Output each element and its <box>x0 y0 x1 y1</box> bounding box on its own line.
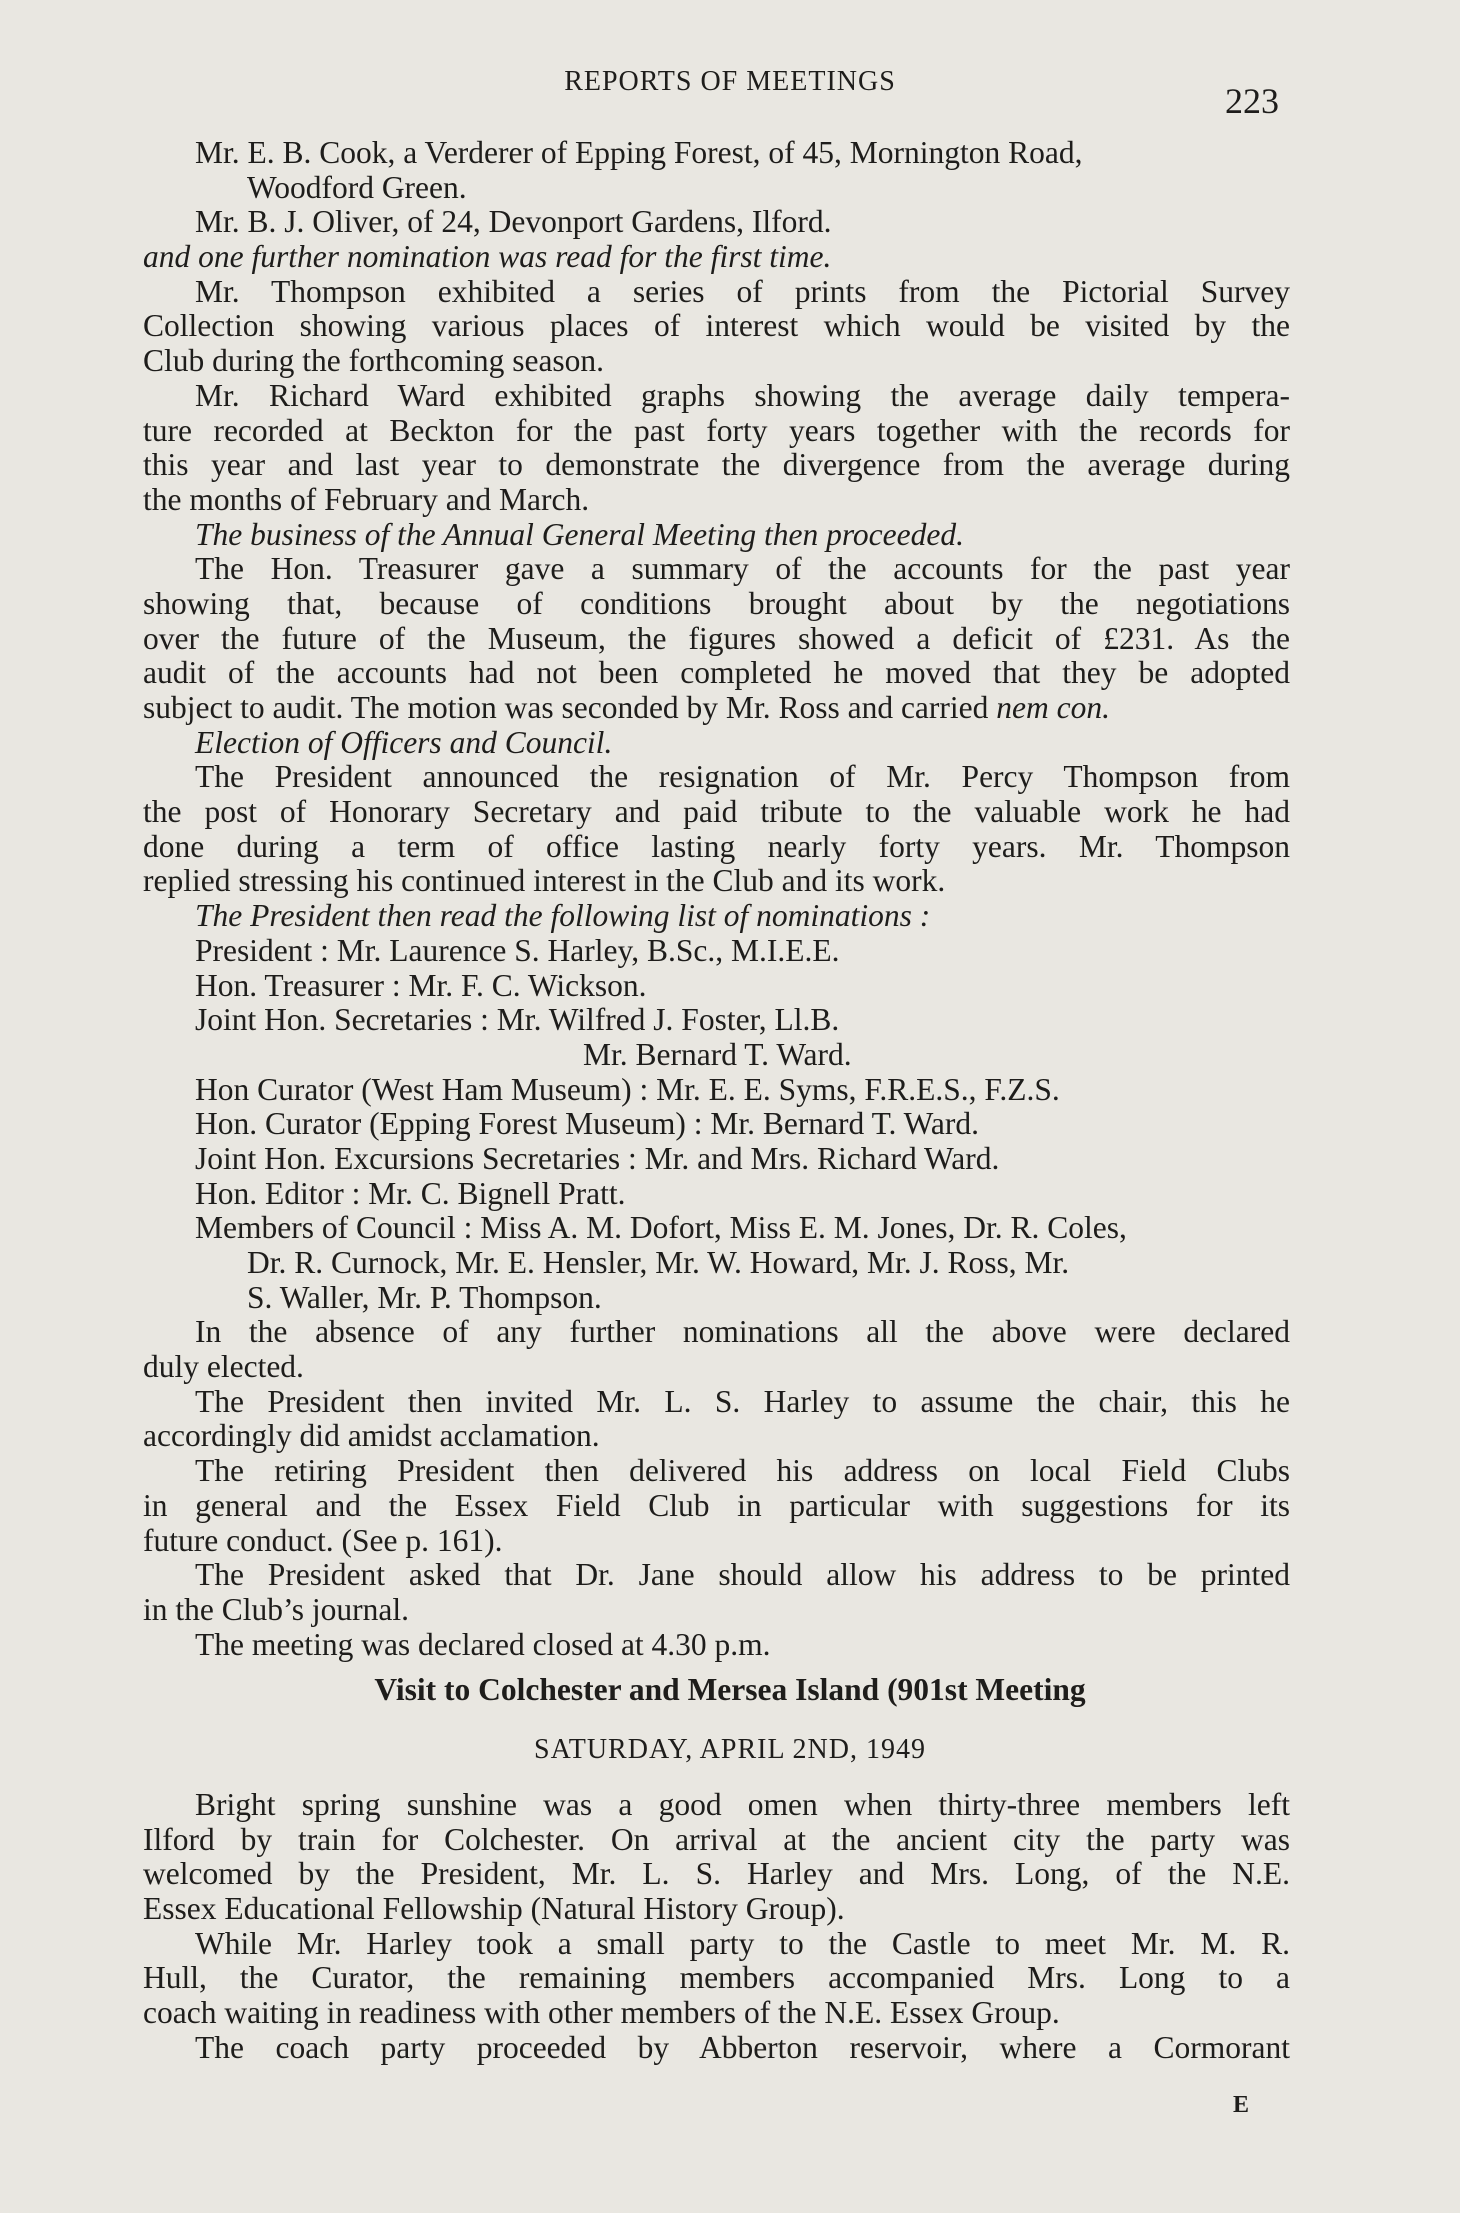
text-line-content: the post of Honorary Secretary and paid tribute to the valuable work he had <box>143 794 1290 830</box>
text-line-content: done during a term of office lasting nearly forty years. Mr. Thompson <box>143 828 1290 864</box>
text-line <box>143 448 1290 483</box>
text-line-content: Collection showing various places of interest which would be visited by the <box>143 308 1290 344</box>
text-line-content: over the future of the Museum, the figures showed a deficit of £231. As the <box>143 620 1290 656</box>
text-line-content: replied stressing his continued interest in the Club and its work. <box>143 863 946 899</box>
text-line <box>143 1246 1290 1281</box>
text-line <box>143 1315 1290 1350</box>
text-line <box>143 969 1290 1004</box>
text-line <box>143 656 1290 691</box>
text-line-content: Hon. Curator (Epping Forest Museum) : Mr. Bernard T. Ward. <box>195 1106 979 1142</box>
text-line-content: Dr. R. Curnock, Mr. E. Hensler, Mr. W. Howard, Mr. J. Ross, Mr. <box>247 1245 1070 1280</box>
text-line <box>143 1857 1290 1892</box>
text-line-content: In the absence of any further nominations all the above were declared <box>195 1314 1290 1350</box>
text-line <box>143 171 1290 206</box>
text-line <box>143 760 1290 795</box>
text-line <box>143 622 1290 657</box>
text-line <box>143 1823 1290 1858</box>
text-line <box>143 899 1290 934</box>
section-date: SATURDAY, APRIL 2ND, 1949 <box>534 1734 926 1765</box>
text-line-content: Mr. Bernard T. Ward. <box>583 1036 852 1072</box>
text-line-content: Essex Educational Fellowship (Natural History Group). <box>143 1891 845 1927</box>
text-line <box>143 1211 1290 1246</box>
signature-mark: E <box>1233 2092 1250 2118</box>
text-line-content: S. Waller, Mr. P. Thompson. <box>247 1279 602 1315</box>
text-line <box>143 1892 1290 1927</box>
text-line-content: Ilford by train for Colchester. On arrival at the ancient city the party was <box>143 1821 1290 1857</box>
text-line-content: accordingly did amidst acclamation. <box>143 1418 600 1454</box>
text-line-content: The meeting was declared closed at 4.30 p.m. <box>195 1626 771 1662</box>
text-line <box>143 864 1290 899</box>
text-line-content: duly elected. <box>143 1349 304 1385</box>
text-line-content: Club during the forthcoming season. <box>143 343 605 379</box>
text-line <box>143 1996 1290 2031</box>
text-line-content: subject to audit. The motion was seconded by Mr. Ross and carried <box>143 690 997 725</box>
text-line <box>143 934 1290 969</box>
text-line-content: Bright spring sunshine was a good omen when thirty-three members left <box>195 1787 1290 1822</box>
text-line-content: The retiring President then delivered his address on local Field Clubs <box>195 1453 1290 1489</box>
text-line <box>143 379 1290 414</box>
text-line-content: the months of February and March. <box>143 481 590 517</box>
page-header <box>0 66 1460 121</box>
text-line-content: Woodford Green. <box>247 169 467 205</box>
running-head: REPORTS OF MEETINGS <box>564 66 896 97</box>
text-line-content: While Mr. Harley took a small party to the Castle to meet Mr. M. R. <box>195 1925 1290 1961</box>
text-line-content: coach waiting in readiness with other members of the N.E. Essex Group. <box>143 1995 1060 2031</box>
text-line <box>143 691 1290 726</box>
text-line <box>143 1961 1290 1996</box>
text-line <box>143 587 1290 622</box>
text-line <box>143 1038 1290 1073</box>
text-line-content: The Hon. Treasurer gave a summary of the accounts for the past year <box>195 551 1290 587</box>
text-line-content: Joint Hon. Excursions Secretaries : Mr. and Mrs. Richard Ward. <box>195 1140 1000 1176</box>
text-line <box>143 1419 1290 1454</box>
text-line-content: in general and the Essex Field Club in particular with suggestions for its <box>143 1487 1290 1523</box>
text-line-content: Hull, the Curator, the remaining members accompanied Mrs. Long to a <box>143 1960 1290 1996</box>
text-line-content: showing that, because of conditions brought about by the negotiations <box>143 585 1290 621</box>
text-line-content: The coach party proceeded by Abberton reservoir, where a Cormorant <box>195 2029 1290 2065</box>
text-line-content: The President then invited Mr. L. S. Harley to assume the chair, this he <box>195 1383 1290 1419</box>
text-line-content: Hon. Editor : Mr. C. Bignell Pratt. <box>195 1175 626 1211</box>
text-line <box>143 1489 1290 1524</box>
text-line-content: Hon. Treasurer : Mr. F. C. Wickson. <box>195 967 647 1003</box>
text-line-content: and one further nomination was read for the first time. <box>143 239 832 275</box>
text-line <box>143 1142 1290 1177</box>
text-line <box>143 2031 1290 2066</box>
text-line <box>143 1788 1290 1823</box>
visit-report-body <box>143 1788 1290 2066</box>
text-line <box>143 309 1290 344</box>
text-line-content: Mr. E. B. Cook, a Verderer of Epping Forest, of 45, Mornington Road, <box>195 135 1083 170</box>
text-line <box>143 275 1290 310</box>
text-line <box>143 1628 1290 1663</box>
page-number: 223 <box>1225 81 1279 121</box>
text-line <box>143 1177 1290 1212</box>
text-line <box>143 1558 1290 1593</box>
text-line <box>143 1003 1290 1038</box>
text-line-content: Hon Curator (West Ham Museum) : Mr. E. E. Syms, F.R.E.S., F.Z.S. <box>195 1071 1060 1107</box>
text-line <box>143 1454 1290 1489</box>
text-line <box>143 136 1290 171</box>
text-line-content: this year and last year to demonstrate the divergence from the average during <box>143 447 1290 483</box>
text-line <box>143 1524 1290 1559</box>
text-line <box>143 518 1290 553</box>
text-line <box>143 414 1290 449</box>
text-line-content: in the Club’s journal. <box>143 1591 409 1627</box>
minutes-body <box>143 136 1290 1662</box>
italic-phrase: nem con. <box>996 690 1110 725</box>
text-line <box>143 1927 1290 1962</box>
text-line <box>143 726 1290 761</box>
text-line <box>143 344 1290 379</box>
text-line-content: Election of Officers and Council. <box>195 724 613 760</box>
text-line <box>143 1107 1290 1142</box>
text-line <box>143 1073 1290 1108</box>
text-line-content: Joint Hon. Secretaries : Mr. Wilfred J. Foster, Ll.B. <box>195 1002 840 1038</box>
section-heading: Visit to Colchester and Mersea Island (901st Meeting <box>374 1672 1086 1707</box>
text-line <box>143 1281 1290 1316</box>
text-line <box>143 1350 1290 1385</box>
text-line-content: welcomed by the President, Mr. L. S. Harley and Mrs. Long, of the N.E. <box>143 1856 1290 1892</box>
text-line-content: future conduct. (See p. 161). <box>143 1522 503 1558</box>
text-line-content: The President asked that Dr. Jane should allow his address to be printed <box>195 1557 1290 1593</box>
text-line <box>143 830 1290 865</box>
text-line <box>143 240 1290 275</box>
text-line <box>143 205 1290 240</box>
text-line-content: ture recorded at Beckton for the past forty years together with the records for <box>143 412 1290 448</box>
text-line <box>143 1593 1290 1628</box>
text-line <box>143 552 1290 587</box>
text-line-content: The President then read the following list of nominations : <box>195 898 931 934</box>
text-line <box>143 1385 1290 1420</box>
text-line-content: President : Mr. Laurence S. Harley, B.Sc., M.I.E.E. <box>195 932 840 968</box>
text-line <box>143 483 1290 518</box>
text-line-content: Members of Council : Miss A. M. Dofort, Miss E. M. Jones, Dr. R. Coles, <box>195 1210 1127 1246</box>
text-line-content: Mr. Richard Ward exhibited graphs showing the average daily tempera- <box>195 377 1290 413</box>
text-line-content: The business of the Annual General Meeting then proceeded. <box>195 516 964 552</box>
text-line-content: audit of the accounts had not been completed he moved that they be adopted <box>143 655 1290 691</box>
text-line-content: The President announced the resignation of Mr. Percy Thompson from <box>195 759 1290 795</box>
text-line-content: Mr. Thompson exhibited a series of prints from the Pictorial Survey <box>195 273 1290 309</box>
text-line <box>143 795 1290 830</box>
text-line-content: Mr. B. J. Oliver, of 24, Devonport Gardens, Ilford. <box>195 204 832 240</box>
